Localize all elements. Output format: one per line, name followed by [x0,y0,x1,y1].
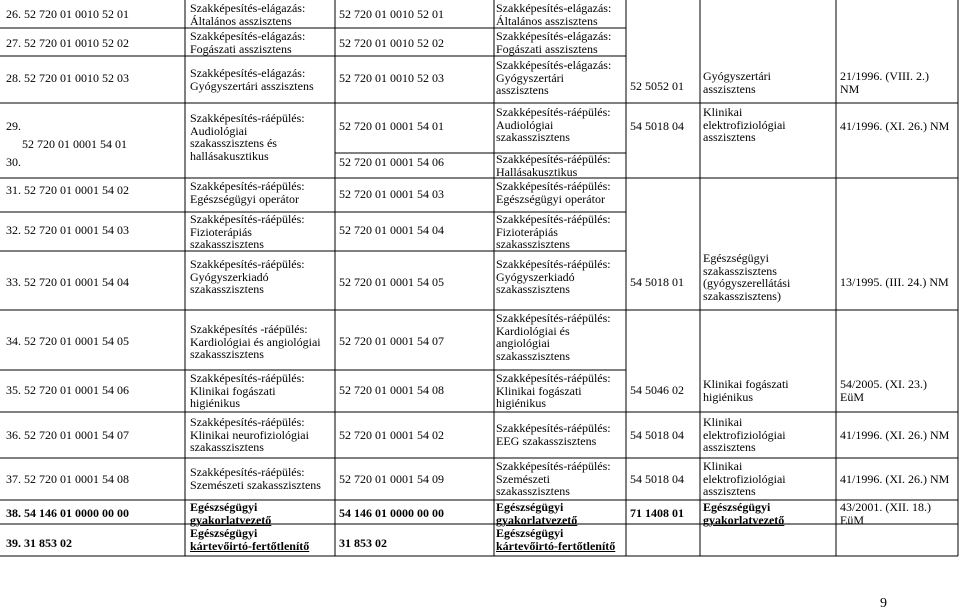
text-line: asszisztens [703,440,756,454]
row-27-new-name [496,30,611,55]
text-line: Szakképesítés-ráépülés: [496,371,611,385]
text-line: EüM [840,389,864,404]
text-line: szakasszisztens [496,130,570,144]
row-29-30-old-code: 52 720 01 0001 54 01 [22,137,127,151]
row-30-new-name [496,153,611,178]
row-26-old-code: 26. 52 720 01 0010 52 01 [6,7,129,21]
text-line: EEG szakasszisztens [496,433,597,448]
text-line: szakasszisztens [190,237,264,251]
text-line: Szakképesítés-elágazás: [496,1,612,15]
row-35-new-name [496,372,611,410]
row-28-decree [840,70,929,95]
row-31-new-name [496,180,611,205]
text-line: EüM [840,512,864,527]
text-line: szakasszisztens) [703,288,781,303]
text-line: Szakképesítés-ráépülés: [496,105,611,119]
row-28-okj-name [703,70,771,95]
row-26-new-code: 52 720 01 0010 52 01 [339,7,444,21]
text-line: Klinikai fogászati [190,383,276,398]
row-29-okj-code: 54 5018 04 [630,119,684,133]
row-28-okj-code: 52 5052 01 [630,79,684,93]
text-line: Egészségügyi operátor [190,191,299,206]
text-line: Fizioterápiás [496,224,558,239]
row-38-new-code: 54 146 01 0000 00 00 [339,506,444,520]
text-line: elektrofiziológiai [703,471,786,486]
row-36-old-code: 36. 52 720 01 0001 54 07 [6,428,129,442]
text-line: elektrofiziológiai [703,117,786,132]
text-line: Szakképesítés-ráépülés: [496,311,611,325]
text-line: Szakképesítés-elágazás: [190,29,306,43]
text-line: szakasszisztens és [190,136,277,150]
text-line: Szakképesítés-ráépülés: [190,257,305,271]
text-line: Szakképesítés-ráépülés: [496,179,611,193]
text-line: Szakképesítés-elágazás: [496,58,612,72]
text-line: Klinikai [703,105,743,119]
text-line: Audiológiai [190,123,248,138]
text-line: Klinikai fogászati [496,383,582,398]
row-35-okj-code: 54 5046 02 [630,383,684,397]
text-line: Egészségügyi operátor [496,191,605,206]
text-line: Hallásakusztikus [496,164,578,179]
row-29-30-old-name [190,112,305,162]
row-34-new-code: 52 720 01 0001 54 07 [339,334,444,348]
row-35-old-code: 35. 52 720 01 0001 54 06 [6,383,129,397]
text-line: asszisztens [703,484,756,498]
row-38-old-name [190,501,271,526]
row-29-number: 29. [6,119,21,133]
row-39-new-code: 31 853 02 [339,536,387,550]
row-28-new-name [496,59,611,97]
text-line: Szakképesítés-ráépülés: [496,459,611,473]
row-33-old-code: 33. 52 720 01 0001 54 04 [6,275,129,289]
text-line: Gyógyszertári asszisztens [190,78,314,93]
text-line: Fogászati asszisztens [190,41,292,56]
text-line: Egészségügyi [190,526,258,540]
row-38-okj-code: 71 1408 01 [630,506,684,520]
row-29-new-code: 52 720 01 0001 54 01 [339,119,444,133]
text-line: Audiológiai [496,117,554,132]
text-line: Szemészeti szakasszisztens [190,477,321,492]
text-line: kártevőirtó-fertőtlenítő [190,538,310,553]
row-33-new-name [496,258,611,296]
row-33-okj-code: 54 5018 01 [630,275,684,289]
row-37-old-code: 37. 52 720 01 0001 54 08 [6,472,129,486]
row-31-old-code: 31. 52 720 01 0001 54 02 [6,183,129,197]
text-line: asszisztens [703,81,756,96]
text-line: Kardiológiai és [496,323,570,338]
text-line: szakasszisztens [496,348,570,363]
text-line: asszisztens [496,83,549,97]
row-34-old-code: 34. 52 720 01 0001 54 05 [6,334,129,348]
row-33-new-code: 52 720 01 0001 54 05 [339,275,444,289]
row-39-old-name [190,527,309,552]
text-line: higiénikus [496,396,546,410]
text-line: Kardiológiai és angiológiai [190,334,321,349]
text-line: Klinikai [703,415,743,429]
text-line: gyakorlatvezető [496,512,578,527]
text-line: Egészségügyi [703,500,771,514]
row-35-new-code: 52 720 01 0001 54 08 [339,383,444,397]
row-26-old-name [190,2,305,27]
text-line: NM [840,81,860,96]
row-31-new-code: 52 720 01 0001 54 03 [339,187,444,201]
text-line: (gyógyszerellátási [703,276,791,290]
row-37-old-name [190,466,321,491]
text-line: Szakképesítés-elágazás: [190,1,306,15]
text-line: Szakképesítés-elágazás: [190,66,306,80]
row-34-new-name [496,312,611,362]
text-line: Szakképesítés-ráépülés: [190,212,305,226]
text-line: Szakképesítés-ráépülés: [496,421,611,435]
text-line: higiénikus [703,389,753,404]
text-line: Gyógyszerkiadó [496,269,575,284]
row-35-decree [840,378,927,403]
row-28-new-code: 52 720 01 0010 52 03 [339,71,444,85]
row-36-new-code: 52 720 01 0001 54 02 [339,428,444,442]
row-37-new-code: 52 720 01 0001 54 09 [339,472,444,486]
text-line: Klinikai fogászati [703,377,789,391]
row-28-old-name [190,67,314,92]
text-line: Klinikai [703,459,743,473]
row-28-old-code: 28. 52 720 01 0010 52 03 [6,71,129,85]
row-38-old-code: 38. 54 146 01 0000 00 00 [6,506,129,520]
row-36-old-name [190,416,309,454]
text-line: Szakképesítés -ráépülés: [190,322,308,336]
text-line: Általános asszisztens [190,13,292,28]
text-line: Egészségügyi [190,500,258,514]
row-32-old-name [190,213,305,251]
row-37-new-name [496,460,611,498]
text-line: szakasszisztens [703,263,777,278]
text-line: 21/1996. (VIII. 2.) [840,69,929,83]
text-line: kártevőirtó-fertőtlenítő [496,538,616,553]
row-29-okj-name [703,106,786,144]
text-line: asszisztens [703,130,756,144]
text-line: szakasszisztens [496,484,570,498]
row-33-old-name [190,258,305,296]
text-line: Egészségügyi [496,526,564,540]
text-line: Szakképesítés-ráépülés: [496,257,611,271]
row-38-decree [840,501,931,526]
text-line: Szakképesítés-ráépülés: [190,415,305,429]
text-line: szakasszisztens [190,282,264,296]
row-38-okj-name [703,501,784,526]
row-29-decree: 41/1996. (XI. 26.) NM [840,119,950,133]
text-line: szakasszisztens [496,282,570,296]
text-line: Szakképesítés-ráépülés: [190,179,305,193]
row-27-old-code: 27. 52 720 01 0010 52 02 [6,36,129,50]
text-line: Gyógyszertári [703,69,771,83]
row-38-new-name [496,501,577,526]
text-line: Szakképesítés-ráépülés: [496,212,611,226]
row-36-decree: 41/1996. (XI. 26.) NM [840,428,950,442]
row-30-number: 30. [6,155,21,169]
text-line: Gyógyszertári [496,70,564,85]
text-line: gyakorlatvezető [190,512,272,527]
text-line: gyakorlatvezető [703,512,785,527]
row-29-new-name [496,106,611,144]
row-32-new-name [496,213,611,251]
page-number: 9 [880,596,887,611]
text-line: Egészségügyi [703,251,769,265]
row-39-old-code: 39. 31 853 02 [6,536,72,550]
text-line: Szakképesítés-elágazás: [496,29,612,43]
row-27-old-name [190,30,305,55]
text-line: elektrofiziológiai [703,427,786,442]
row-37-decree: 41/1996. (XI. 26.) NM [840,472,950,486]
text-line: Szakképesítés-ráépülés: [496,152,611,166]
text-line: Szakképesítés-ráépülés: [190,371,305,385]
text-line: szakasszisztens [496,237,570,251]
row-26-new-name [496,2,611,27]
text-line: hallásakusztikus [190,148,269,163]
text-line: szakasszisztens [190,440,264,454]
row-32-old-code: 32. 52 720 01 0001 54 03 [6,223,129,237]
text-line: Gyógyszerkiadó [190,269,269,284]
row-30-new-code: 52 720 01 0001 54 06 [339,155,444,169]
row-33-okj-name [703,252,790,302]
row-31-old-name [190,180,305,205]
row-36-okj-code: 54 5018 04 [630,428,684,442]
row-35-okj-name [703,378,789,403]
text-line: Szemészeti [496,471,550,486]
row-35-old-name [190,372,305,410]
text-line: Szakképesítés-ráépülés: [190,111,305,125]
row-39-new-name [496,527,615,552]
text-line: Egészségügyi [496,500,564,514]
row-36-okj-name [703,416,786,454]
row-33-decree: 13/1995. (III. 24.) NM [840,275,949,289]
text-line: Fizioterápiás [190,224,252,239]
text-line: Szakképesítés-ráépülés: [190,465,305,479]
text-line: 43/2001. (XII. 18.) [840,500,931,514]
text-line: Fogászati asszisztens [496,41,598,56]
row-27-new-code: 52 720 01 0010 52 02 [339,36,444,50]
row-34-old-name [190,323,321,361]
row-32-new-code: 52 720 01 0001 54 04 [339,223,444,237]
row-37-okj-code: 54 5018 04 [630,472,684,486]
row-36-new-name [496,422,611,447]
text-line: higiénikus [190,396,240,410]
text-line: Klinikai neurofiziológiai [190,427,309,442]
text-line: Általános asszisztens [496,13,598,28]
text-line: szakasszisztens [190,347,264,361]
row-37-okj-name [703,460,786,498]
text-line: 54/2005. (XI. 23.) [840,377,927,391]
text-line: angiológiai [496,336,550,350]
